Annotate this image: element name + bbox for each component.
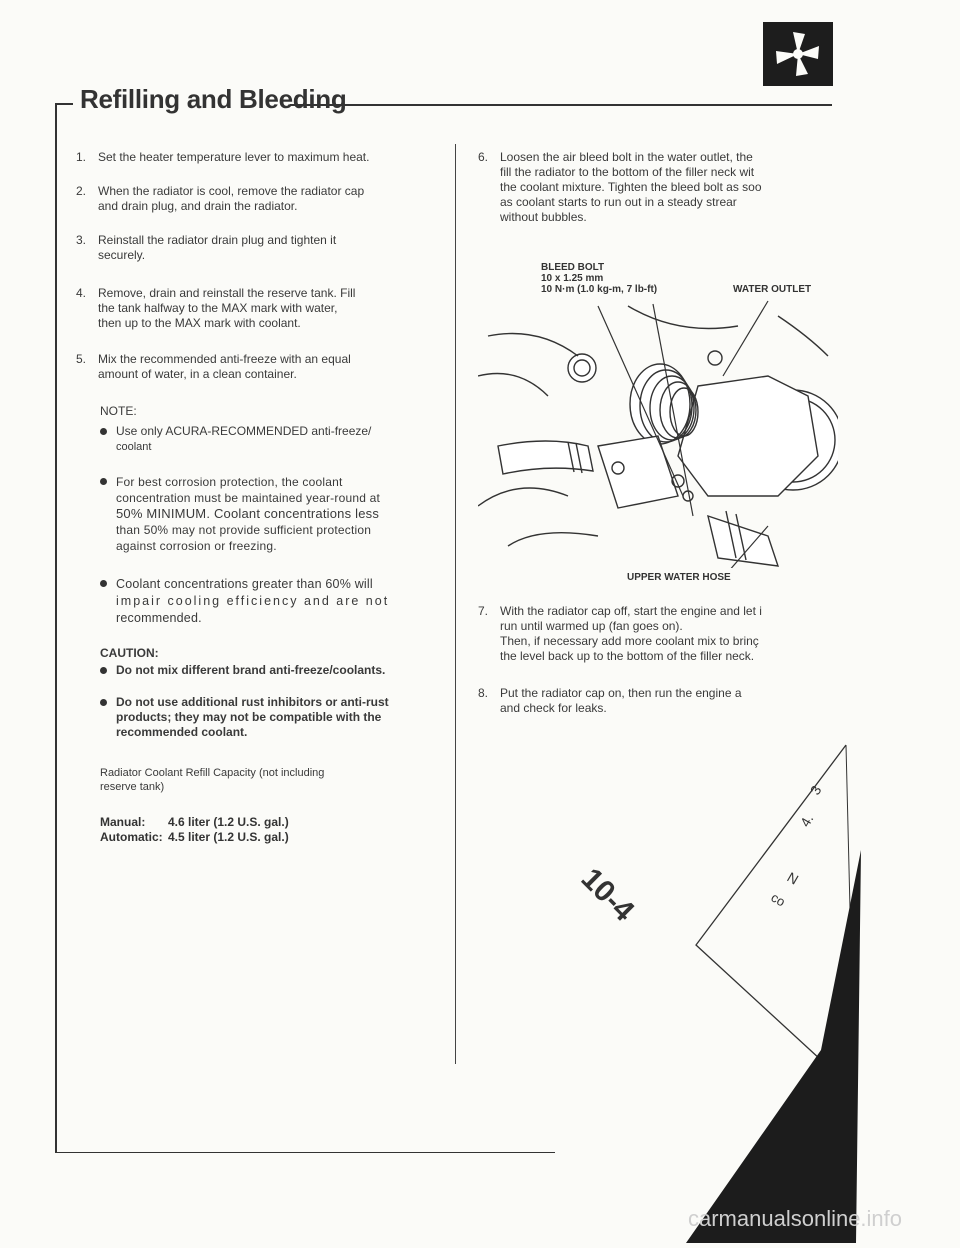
line: concentration must be maintained year-round at [116, 491, 381, 505]
capacity-automatic [100, 830, 289, 844]
line: Then, if necessary add more coolant mix to brinç [500, 634, 759, 648]
capacity-label: Automatic: [100, 830, 163, 844]
step-text [500, 604, 762, 664]
step-text [98, 184, 364, 214]
bullet-text [116, 695, 432, 740]
line: recommended coolant. [116, 725, 248, 739]
step-text [500, 686, 742, 716]
bullet-text: Do not mix different brand anti-freeze/coolants. [116, 663, 386, 677]
line: 10 x 1.25 mm [541, 273, 604, 284]
line: and drain plug, and drain the radiator. [98, 199, 298, 213]
step-number: 8. [477, 686, 488, 700]
line: Reinstall the radiator drain plug and tighten it [98, 233, 337, 247]
capacity-value: 4.6 liter (1.2 U.S. gal.) [168, 815, 289, 829]
line: BLEED BOLT [541, 262, 605, 273]
line: the level back up to the bottom of the filler neck. [500, 649, 755, 663]
line: securely. [98, 248, 146, 262]
fan-icon [763, 22, 833, 86]
step-text: Set the heater temperature lever to maximum heat. [98, 150, 370, 164]
step-number: 3. [75, 233, 86, 247]
line: Remove, drain and reinstall the reserve tank. Fill [98, 286, 356, 300]
capacity-manual [100, 815, 289, 829]
step-number: 2. [75, 184, 86, 198]
step-number: 6. [477, 150, 488, 164]
line: 10 N·m (1.0 kg-m, 7 lb-ft) [541, 284, 658, 295]
page-number: 10-4 [574, 862, 641, 928]
bullet-text [116, 576, 432, 627]
bullet-icon [100, 667, 107, 674]
capacity-value: 4.5 liter (1.2 U.S. gal.) [168, 830, 289, 844]
step-4 [64, 286, 434, 334]
line: Loosen the air bleed bolt in the water outlet, the [500, 150, 753, 164]
bottom-rule [55, 1152, 555, 1153]
bullet-icon [100, 478, 107, 485]
line: as coolant starts to run out in a steady strear [500, 195, 737, 209]
bullet-text [116, 424, 432, 454]
caution-heading: CAUTION: [100, 646, 159, 660]
step-6 [466, 150, 838, 230]
step-number: 1. [75, 150, 86, 164]
line: the tank halfway to the MAX mark with water, [98, 301, 338, 315]
line: run until warmed up (fan goes on). [500, 619, 683, 633]
line: fill the radiator to the bottom of the filler neck wit [500, 165, 755, 179]
svg-text:N: N [784, 868, 802, 888]
note-heading: NOTE: [100, 404, 137, 418]
capacity-description [100, 766, 440, 794]
line: and check for leaks. [500, 701, 607, 715]
line: then up to the MAX mark with coolant. [98, 316, 301, 330]
column-divider [455, 144, 456, 1064]
step-text [98, 286, 355, 331]
bullet-text [116, 474, 432, 554]
line: against corrosion or freezing. [116, 539, 277, 553]
line: 50% MINIMUM. Coolant concentrations less [116, 506, 380, 521]
step-2 [64, 184, 434, 216]
step-number: 5. [75, 352, 86, 366]
line: without bubbles. [500, 210, 587, 224]
left-border [55, 103, 57, 1153]
line: recommended. [116, 611, 202, 625]
svg-text:co: co [768, 889, 788, 910]
line: the coolant mixture. Tighten the bleed bolt as soo [500, 180, 762, 194]
step-number: 7. [477, 604, 488, 618]
line: Radiator Coolant Refill Capacity (not including [100, 767, 325, 779]
line: Coolant concentrations greater than 60% will [116, 577, 373, 591]
line: Mix the recommended anti-freeze with an equal [98, 352, 351, 366]
capacity-label: Manual: [100, 815, 146, 829]
svg-text:4.: 4. [796, 811, 817, 830]
step-8 [466, 686, 838, 718]
note-bullet-1 [100, 424, 440, 456]
line: amount of water, in a clean container. [98, 367, 297, 381]
line: Do not use additional rust inhibitors or anti-rust [116, 695, 389, 709]
line: coolant [116, 441, 152, 453]
line: When the radiator is cool, remove the radiator cap [98, 184, 365, 198]
upper-water-hose-label: UPPER WATER HOSE [627, 572, 731, 583]
page-corner-fold [556, 740, 956, 1243]
line: impair cooling efficiency and are not [116, 594, 390, 608]
step-3 [64, 233, 434, 265]
bullet-icon [100, 428, 107, 435]
step-number: 4. [75, 286, 86, 300]
line: than 50% may not provide sufficient protection [116, 523, 372, 537]
engine-illustration [478, 296, 838, 568]
note-bullet-3 [100, 576, 440, 630]
page-title: Refilling and Bleeding [80, 84, 347, 114]
note-bullet-2 [100, 474, 440, 564]
step-7 [466, 604, 838, 668]
water-outlet-label: WATER OUTLET [733, 284, 812, 295]
step-text [98, 233, 336, 263]
svg-text:3: 3 [806, 782, 825, 798]
line: With the radiator cap off, start the engine and let i [500, 604, 762, 618]
caution-bullet-1 [100, 663, 440, 679]
title-rule [290, 104, 832, 106]
step-5 [64, 352, 434, 384]
line: Use only ACURA-RECOMMENDED anti-freeze/ [116, 424, 372, 438]
bullet-icon [100, 699, 107, 706]
caution-bullet-2 [100, 695, 440, 743]
step-text [500, 150, 762, 225]
line: Put the radiator cap on, then run the engine a [500, 686, 742, 700]
bullet-icon [100, 580, 107, 587]
line: For best corrosion protection, the coolant [116, 475, 343, 489]
line: products; they may not be compatible with the [116, 710, 382, 724]
bleed-bolt-label [541, 262, 657, 295]
step-text [98, 352, 351, 382]
watermark: carmanualsonline.info [688, 1206, 903, 1231]
title-bracket [55, 103, 73, 105]
step-1 [64, 150, 434, 166]
line: reserve tank) [100, 781, 165, 793]
